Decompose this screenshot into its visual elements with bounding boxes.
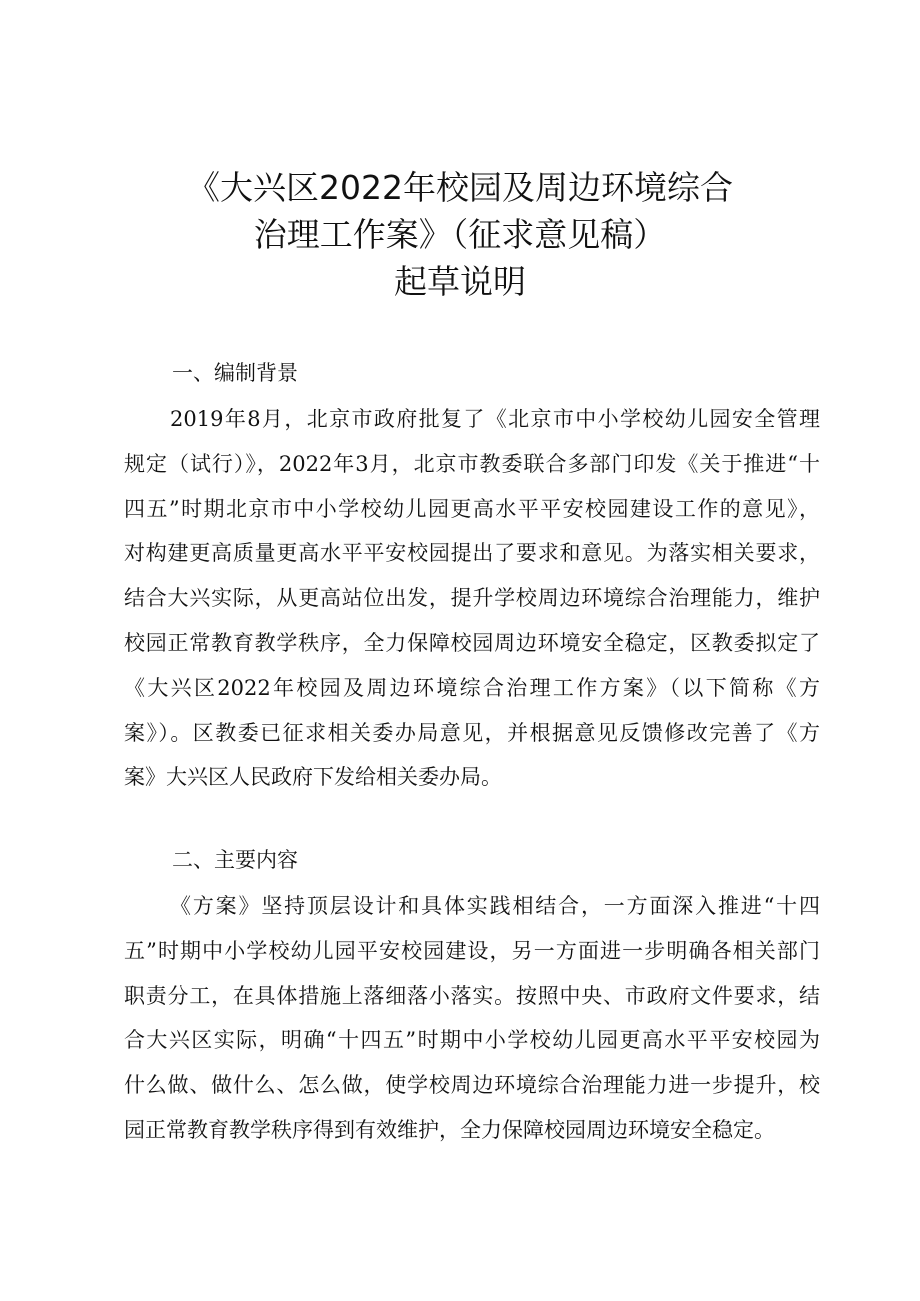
paragraph-line: 结合大兴实际，从更高站位出发，提升学校周边环境综合治理能力，维护 <box>124 586 820 611</box>
paragraph-line: 对构建更高质量更高水平平安校园提出了要求和意见。为落实相关要求， <box>124 541 820 566</box>
paragraph-line: 2019年8月，北京市政府批复了《北京市中小学校幼儿园安全管理 <box>170 407 820 431</box>
paragraph-line: 校园正常教育教学秩序，全力保障校园周边环境安全稳定，区教委拟定了 <box>124 630 820 655</box>
paragraph-line: 园正常教育教学秩序得到有效维护，全力保障校园周边环境安全稳定。 <box>124 1117 775 1142</box>
section-body-main-content <box>124 884 820 1153</box>
paragraph-line: 五”时期中小学校幼儿园平安校园建设，另一方面进一步明确各相关部门 <box>124 938 820 963</box>
paragraph-line: 什么做、做什么、怎么做，使学校周边环境综合治理能力进一步提升，校 <box>124 1073 820 1098</box>
paragraph-line: 案》大兴区人民政府下发给相关委办局。 <box>124 765 502 790</box>
paragraph-line: 《大兴区2022年校园及周边环境综合治理工作方案》（以下简称《方 <box>124 675 820 700</box>
document-title-line-1: 《大兴区2022年校园及周边环境综合 <box>187 168 733 207</box>
paragraph-line: 合大兴区实际，明确“十四五”时期中小学校幼儿园更高水平平安校园为 <box>124 1028 820 1053</box>
document-title-line-3: 起草说明 <box>394 262 526 301</box>
paragraph-line: 案》）。区教委已征求相关委办局意见，并根据意见反馈修改完善了《方 <box>124 720 820 745</box>
paragraph-line: 《方案》坚持顶层设计和具体实践相结合，一方面深入推进“十四 <box>170 894 820 918</box>
paragraph-line: 规定（试行）》，2022年3月，北京市教委联合多部门印发《关于推进“十 <box>124 451 820 476</box>
paragraph-line: 职责分工，在具体措施上落细落小落实。按照中央、市政府文件要求，结 <box>124 983 820 1008</box>
section-heading-background: 一、编制背景 <box>172 361 298 385</box>
section-heading-main-content: 二、主要内容 <box>172 848 298 872</box>
document-title-line-2: 治理工作案》（征求意见稿） <box>253 215 667 254</box>
paragraph-line: 四五”时期北京市中小学校幼儿园更高水平平安校园建设工作的意见》， <box>124 496 820 521</box>
section-body-background <box>124 397 820 800</box>
